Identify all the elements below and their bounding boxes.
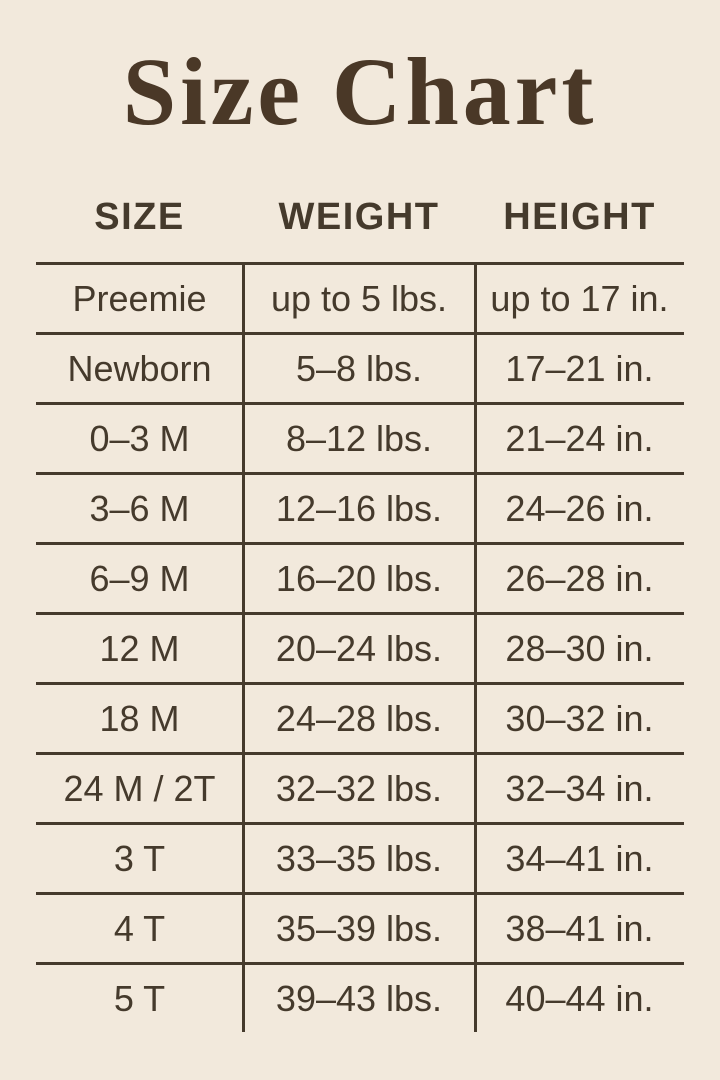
cell-size: Newborn [67, 347, 212, 389]
column-header-size: SIZE [94, 195, 185, 238]
cell-weight: 5–8 lbs. [295, 347, 423, 389]
cell-weight: 32–32 lbs. [275, 767, 443, 809]
cell-height: 38–41 in. [505, 907, 654, 949]
column-divider [474, 262, 477, 1032]
column-divider [242, 262, 245, 1032]
cell-size: 3 T [113, 837, 166, 879]
table-row [36, 612, 684, 682]
cell-size: 3–6 M [89, 487, 190, 529]
cell-height: 34–41 in. [505, 837, 654, 879]
cell-height: up to 17 in. [490, 277, 669, 319]
cell-height: 32–34 in. [505, 767, 654, 809]
cell-size: 5 T [113, 977, 166, 1019]
cell-weight: 39–43 lbs. [275, 977, 443, 1019]
cell-weight: 33–35 lbs. [275, 837, 443, 879]
table-row [36, 962, 684, 1032]
table-row [36, 892, 684, 962]
table-row [36, 472, 684, 542]
cell-height: 26–28 in. [505, 557, 654, 599]
cell-size: 0–3 M [89, 417, 190, 459]
cell-size: 24 M / 2T [63, 767, 216, 809]
cell-weight: 20–24 lbs. [275, 627, 443, 669]
cell-height: 24–26 in. [505, 487, 654, 529]
cell-weight: 24–28 lbs. [275, 697, 443, 739]
cell-size: 12 M [99, 627, 180, 669]
table-row [36, 332, 684, 402]
table-header [36, 180, 684, 254]
cell-size: 6–9 M [89, 557, 190, 599]
cell-weight: 16–20 lbs. [275, 557, 443, 599]
cell-size: 18 M [99, 697, 180, 739]
table-row [36, 262, 684, 332]
table-row [36, 682, 684, 752]
column-header-height: HEIGHT [503, 195, 656, 238]
cell-weight: 35–39 lbs. [275, 907, 443, 949]
table-row [36, 822, 684, 892]
size-table [36, 262, 684, 1032]
cell-height: 40–44 in. [505, 977, 654, 1019]
cell-height: 28–30 in. [505, 627, 654, 669]
cell-weight: up to 5 lbs. [270, 277, 448, 319]
page-title: Size Chart [122, 38, 598, 145]
column-header-weight: WEIGHT [278, 195, 440, 238]
cell-height: 30–32 in. [505, 697, 654, 739]
cell-height: 21–24 in. [505, 417, 654, 459]
table-row [36, 402, 684, 472]
cell-weight: 12–16 lbs. [275, 487, 443, 529]
cell-size: 4 T [113, 907, 166, 949]
table-row [36, 752, 684, 822]
cell-height: 17–21 in. [505, 347, 654, 389]
cell-size: Preemie [72, 277, 207, 319]
cell-weight: 8–12 lbs. [285, 417, 433, 459]
table-row [36, 542, 684, 612]
